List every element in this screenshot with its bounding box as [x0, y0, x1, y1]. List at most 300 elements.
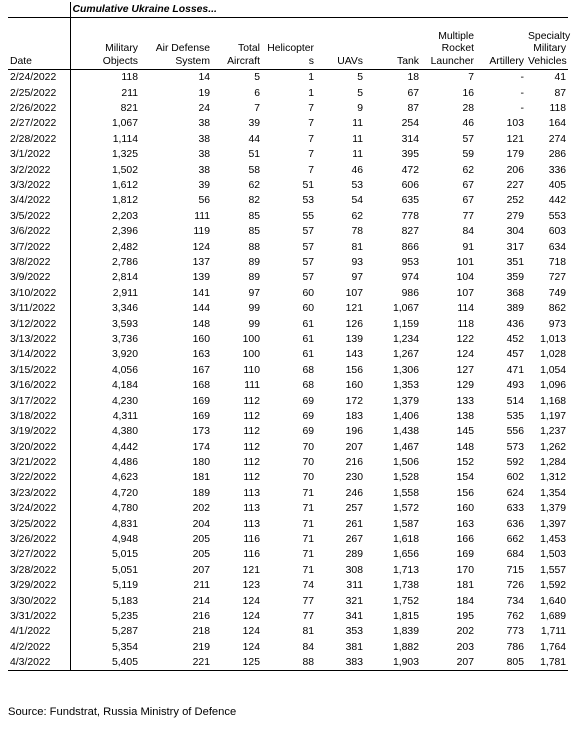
- value-cell: 124: [456, 349, 474, 361]
- value-cell: 726: [506, 580, 524, 592]
- value-cell: 205: [192, 549, 210, 561]
- table-row: [8, 363, 568, 378]
- column-header: Artillery: [476, 18, 526, 70]
- value-cell: 163: [456, 518, 474, 530]
- value-cell: 603: [548, 226, 567, 238]
- value-cell: 164: [548, 118, 567, 130]
- value-cell: 93: [351, 256, 363, 268]
- value-cell: 202: [192, 503, 210, 515]
- value-cell: 1,528: [392, 472, 419, 484]
- value-cell: 778: [401, 210, 419, 222]
- value-cell: 493: [506, 380, 524, 392]
- table-row: [8, 86, 568, 101]
- value-cell: 24: [198, 103, 210, 115]
- date-cell: 3/23/2022: [8, 486, 70, 501]
- value-cell: 7: [308, 118, 314, 130]
- date-cell: 3/22/2022: [8, 470, 70, 485]
- value-cell: 112: [243, 410, 260, 422]
- value-cell: 257: [345, 503, 363, 515]
- value-cell: 1,354: [540, 487, 567, 499]
- value-cell: 821: [120, 103, 138, 115]
- table-row: [8, 624, 568, 639]
- value-cell: 1,592: [540, 580, 567, 592]
- value-cell: 118: [457, 318, 474, 330]
- value-cell: 1,353: [392, 380, 419, 392]
- value-cell: 734: [506, 595, 524, 607]
- column-header: Military Objects: [70, 18, 140, 70]
- value-cell: 1,587: [392, 518, 419, 530]
- value-cell: 97: [351, 272, 363, 284]
- value-cell: 317: [506, 241, 524, 253]
- losses-table-container: [8, 2, 571, 671]
- value-cell: 71: [302, 564, 314, 576]
- source-note: Source: Fundstrat, Russia Ministry of Defence: [8, 706, 237, 718]
- value-cell: 154: [456, 472, 474, 484]
- value-cell: 1,713: [392, 564, 419, 576]
- value-cell: 4,230: [111, 395, 138, 407]
- value-cell: 69: [302, 426, 314, 438]
- value-cell: 7: [468, 72, 474, 84]
- value-cell: 2,482: [111, 241, 138, 253]
- value-cell: 289: [345, 549, 363, 561]
- value-cell: 535: [506, 410, 524, 422]
- value-cell: 7: [308, 149, 314, 161]
- value-cell: 2,911: [112, 287, 138, 299]
- date-cell: 3/2/2022: [8, 163, 70, 178]
- value-cell: 383: [316, 655, 365, 671]
- column-header: UAVs: [316, 18, 365, 70]
- value-cell: 286: [548, 149, 567, 161]
- value-cell: 167: [192, 364, 210, 376]
- value-cell: 69: [302, 395, 314, 407]
- table-row: [8, 301, 568, 316]
- value-cell: 457: [506, 349, 524, 361]
- value-cell: 160: [345, 380, 363, 392]
- value-cell: 38: [198, 149, 210, 161]
- value-cell: 181: [456, 580, 474, 592]
- value-cell: 123: [242, 580, 260, 592]
- value-cell: 138: [456, 410, 474, 422]
- value-cell: 81: [351, 241, 363, 253]
- table-row: [8, 609, 568, 624]
- value-cell: 116: [243, 534, 260, 546]
- value-cell: 336: [548, 164, 567, 176]
- value-cell: 53: [351, 180, 363, 192]
- value-cell: 4,311: [112, 410, 138, 422]
- value-cell: 218: [192, 626, 210, 638]
- value-cell: 124: [242, 626, 260, 638]
- value-cell: 1,096: [540, 380, 567, 392]
- value-cell: 129: [456, 380, 474, 392]
- value-cell: 181: [192, 472, 210, 484]
- value-cell: 405: [548, 180, 567, 192]
- value-cell: 1,467: [392, 441, 419, 453]
- value-cell: 662: [506, 534, 524, 546]
- value-cell: 4,442: [111, 441, 138, 453]
- value-cell: 172: [345, 395, 363, 407]
- value-cell: 59: [462, 149, 474, 161]
- value-cell: 58: [248, 164, 260, 176]
- value-cell: 110: [243, 364, 260, 376]
- value-cell: 368: [506, 287, 524, 299]
- value-cell: 60: [302, 303, 314, 315]
- value-cell: 4,831: [111, 518, 138, 530]
- table-row: [8, 455, 568, 470]
- value-cell: 57: [302, 241, 314, 253]
- date-cell: 2/25/2022: [8, 86, 70, 101]
- value-cell: 169: [192, 395, 210, 407]
- value-cell: 206: [506, 164, 524, 176]
- value-cell: 1,114: [112, 133, 138, 145]
- value-cell: 81: [302, 626, 314, 638]
- value-cell: 111: [194, 210, 210, 222]
- value-cell: 762: [506, 610, 524, 622]
- value-cell: 160: [456, 503, 474, 515]
- value-cell: 214: [192, 595, 210, 607]
- value-cell: 553: [548, 210, 567, 222]
- value-cell: 1,054: [540, 364, 567, 376]
- value-cell: 38: [198, 133, 210, 145]
- column-header: Total Aircraft: [212, 18, 262, 70]
- value-cell: 41: [554, 72, 567, 84]
- value-cell: 953: [401, 256, 419, 268]
- value-cell: 773: [506, 626, 524, 638]
- date-cell: 3/14/2022: [8, 347, 70, 362]
- table-row: [8, 224, 568, 239]
- value-cell: 805: [476, 655, 526, 671]
- value-cell: 602: [506, 472, 524, 484]
- value-cell: 4,623: [111, 472, 138, 484]
- value-cell: 88: [248, 241, 260, 253]
- value-cell: 718: [548, 256, 567, 268]
- value-cell: 124: [242, 595, 260, 607]
- value-cell: 70: [302, 472, 314, 484]
- value-cell: 184: [456, 595, 474, 607]
- value-cell: 116: [243, 549, 260, 561]
- value-cell: 143: [345, 349, 363, 361]
- date-cell: 3/21/2022: [8, 455, 70, 470]
- value-cell: 156: [345, 364, 363, 376]
- table-row: [8, 163, 568, 178]
- value-cell: 684: [506, 549, 524, 561]
- value-cell: 1: [308, 72, 314, 84]
- value-cell: 6: [254, 87, 260, 99]
- value-cell: 87: [554, 87, 567, 99]
- value-cell: 46: [462, 118, 474, 130]
- value-cell: 635: [401, 195, 419, 207]
- value-cell: 71: [302, 534, 314, 546]
- date-cell: 3/13/2022: [8, 332, 70, 347]
- value-cell: 1,267: [392, 349, 419, 361]
- value-cell: 5: [357, 87, 363, 99]
- date-cell: 3/31/2022: [8, 609, 70, 624]
- value-cell: 39: [198, 180, 210, 192]
- value-cell: -: [520, 87, 524, 99]
- value-cell: 1,815: [392, 610, 419, 622]
- value-cell: 341: [345, 610, 363, 622]
- column-header: Helicopter s: [262, 18, 316, 70]
- value-cell: 1,711: [540, 626, 567, 638]
- date-cell: 2/27/2022: [8, 116, 70, 131]
- value-cell: 67: [462, 180, 474, 192]
- value-cell: 1,325: [111, 149, 138, 161]
- value-cell: 14: [198, 72, 210, 84]
- value-cell: 100: [242, 333, 260, 345]
- value-cell: 46: [351, 164, 363, 176]
- value-cell: 5,287: [111, 626, 138, 638]
- value-cell: 2,203: [111, 210, 138, 222]
- value-cell: 69: [302, 410, 314, 422]
- date-cell: 3/15/2022: [8, 363, 70, 378]
- value-cell: 62: [351, 210, 363, 222]
- value-cell: 91: [462, 241, 474, 253]
- value-cell: 573: [506, 441, 524, 453]
- value-cell: 5,354: [111, 641, 138, 653]
- value-cell: 252: [506, 195, 524, 207]
- value-cell: 114: [457, 303, 474, 315]
- value-cell: 514: [506, 395, 524, 407]
- date-cell: 3/29/2022: [8, 578, 70, 593]
- value-cell: 103: [506, 118, 524, 130]
- value-cell: 636: [506, 518, 524, 530]
- value-cell: 125: [212, 655, 262, 671]
- value-cell: 5,405: [70, 655, 140, 671]
- value-cell: 173: [192, 426, 210, 438]
- value-cell: 148: [456, 441, 474, 453]
- date-cell: 3/24/2022: [8, 501, 70, 516]
- value-cell: 82: [248, 195, 260, 207]
- value-cell: 4,486: [111, 457, 138, 469]
- value-cell: 202: [456, 626, 474, 638]
- table-row: [8, 70, 568, 86]
- value-cell: 38: [198, 118, 210, 130]
- value-cell: 38: [198, 164, 210, 176]
- value-cell: 99: [248, 303, 260, 315]
- value-cell: 56: [198, 195, 210, 207]
- value-cell: 207: [345, 441, 363, 453]
- value-cell: 827: [401, 226, 419, 238]
- value-cell: 727: [548, 272, 567, 284]
- value-cell: 204: [192, 518, 210, 530]
- date-cell: 3/12/2022: [8, 316, 70, 331]
- value-cell: 61: [302, 318, 314, 330]
- table-row: [8, 316, 568, 331]
- value-cell: 60: [302, 287, 314, 299]
- value-cell: 124: [242, 641, 260, 653]
- value-cell: 1,752: [392, 595, 419, 607]
- value-cell: 112: [243, 457, 260, 469]
- value-cell: 183: [345, 410, 363, 422]
- column-header-date: Date: [8, 18, 70, 70]
- value-cell: 1,738: [392, 580, 419, 592]
- date-cell: 3/11/2022: [8, 301, 70, 316]
- value-cell: 381: [345, 641, 363, 653]
- value-cell: 3,736: [111, 333, 138, 345]
- value-cell: 211: [121, 87, 138, 99]
- value-cell: 1,882: [392, 641, 419, 653]
- value-cell: 127: [456, 364, 474, 376]
- value-cell: 3,920: [111, 349, 138, 361]
- value-cell: 321: [345, 595, 363, 607]
- value-cell: 1,379: [392, 395, 419, 407]
- value-cell: 11: [352, 149, 363, 161]
- value-cell: 9: [357, 103, 363, 115]
- date-cell: 3/30/2022: [8, 593, 70, 608]
- value-cell: 203: [456, 641, 474, 653]
- table-row: [8, 440, 568, 455]
- value-cell: 1,557: [540, 564, 567, 576]
- value-cell: 112: [243, 441, 260, 453]
- value-cell: 4,184: [111, 380, 138, 392]
- value-cell: 11: [352, 133, 363, 145]
- date-cell: 3/5/2022: [8, 209, 70, 224]
- title-spacer: [8, 2, 70, 18]
- value-cell: 122: [456, 333, 474, 345]
- value-cell: 1,618: [392, 534, 419, 546]
- table-row: [8, 378, 568, 393]
- value-cell: 452: [506, 333, 524, 345]
- value-cell: 221: [140, 655, 212, 671]
- value-cell: 471: [506, 364, 524, 376]
- value-cell: 145: [456, 426, 474, 438]
- value-cell: 67: [407, 87, 419, 99]
- value-cell: 624: [506, 487, 524, 499]
- value-cell: 973: [548, 318, 567, 330]
- date-cell: 3/27/2022: [8, 547, 70, 562]
- value-cell: 4,720: [111, 487, 138, 499]
- column-header: Specialty Military Vehicles: [526, 18, 568, 70]
- value-cell: 207: [192, 564, 210, 576]
- value-cell: 71: [302, 503, 314, 515]
- table-row: [8, 532, 568, 547]
- date-cell: 3/18/2022: [8, 409, 70, 424]
- value-cell: 113: [243, 503, 260, 515]
- table-row: [8, 101, 568, 116]
- value-cell: 1,234: [392, 333, 419, 345]
- value-cell: 5: [254, 72, 260, 84]
- value-cell: 351: [506, 256, 524, 268]
- value-cell: 395: [401, 149, 419, 161]
- value-cell: 606: [401, 180, 419, 192]
- value-cell: 1,640: [540, 595, 567, 607]
- value-cell: 7: [308, 133, 314, 145]
- value-cell: 5: [357, 72, 363, 84]
- value-cell: 121: [506, 133, 524, 145]
- value-cell: 1,656: [392, 549, 419, 561]
- value-cell: 4,948: [111, 534, 138, 546]
- value-cell: 862: [548, 303, 567, 315]
- table-row: [8, 470, 568, 485]
- table-row: [8, 501, 568, 516]
- value-cell: 304: [506, 226, 524, 238]
- date-cell: 3/1/2022: [8, 147, 70, 162]
- table-row: [8, 393, 568, 408]
- value-cell: 1,572: [392, 503, 419, 515]
- value-cell: 174: [192, 441, 210, 453]
- value-cell: 1,781: [526, 655, 568, 671]
- value-cell: 216: [345, 457, 363, 469]
- value-cell: 986: [401, 287, 419, 299]
- value-cell: 267: [345, 534, 363, 546]
- value-cell: 57: [302, 226, 314, 238]
- value-cell: 5,235: [111, 610, 138, 622]
- column-header: Tank: [365, 18, 421, 70]
- value-cell: 230: [345, 472, 363, 484]
- value-cell: 1,262: [540, 441, 567, 453]
- value-cell: 71: [302, 549, 314, 561]
- value-cell: 107: [456, 287, 474, 299]
- value-cell: 84: [462, 226, 474, 238]
- value-cell: 104: [456, 272, 474, 284]
- value-cell: 442: [548, 195, 567, 207]
- value-cell: 4,780: [111, 503, 138, 515]
- value-cell: 1,159: [392, 318, 419, 330]
- value-cell: 141: [192, 287, 210, 299]
- value-cell: 353: [345, 626, 363, 638]
- table-row: [8, 209, 568, 224]
- date-cell: 2/24/2022: [8, 70, 70, 86]
- value-cell: 19: [198, 87, 210, 99]
- value-cell: 1,028: [540, 349, 567, 361]
- value-cell: 118: [121, 72, 138, 84]
- value-cell: 97: [248, 287, 260, 299]
- value-cell: 4,056: [111, 364, 138, 376]
- value-cell: -: [520, 72, 524, 84]
- value-cell: 121: [345, 303, 363, 315]
- value-cell: 1,453: [540, 534, 567, 546]
- value-cell: 179: [506, 149, 524, 161]
- value-cell: 633: [506, 503, 524, 515]
- value-cell: 99: [248, 318, 260, 330]
- value-cell: 89: [248, 256, 260, 268]
- value-cell: 68: [302, 364, 314, 376]
- value-cell: 1,903: [365, 655, 421, 671]
- value-cell: 62: [248, 180, 260, 192]
- value-cell: 5,051: [111, 564, 138, 576]
- value-cell: 1,397: [540, 518, 567, 530]
- value-cell: 88: [262, 655, 316, 671]
- value-cell: 254: [401, 118, 419, 130]
- value-cell: 77: [462, 210, 474, 222]
- date-cell: 3/19/2022: [8, 424, 70, 439]
- value-cell: 160: [192, 333, 210, 345]
- value-cell: 1,438: [392, 426, 419, 438]
- table-row: [8, 270, 568, 285]
- date-cell: 3/3/2022: [8, 178, 70, 193]
- value-cell: 2,396: [111, 226, 138, 238]
- value-cell: 7: [308, 164, 314, 176]
- value-cell: 2,786: [111, 256, 138, 268]
- value-cell: 121: [242, 564, 260, 576]
- date-cell: 3/16/2022: [8, 378, 70, 393]
- value-cell: 1,013: [540, 333, 567, 345]
- value-cell: 1,306: [392, 364, 419, 376]
- value-cell: 53: [302, 195, 314, 207]
- date-cell: 3/17/2022: [8, 393, 70, 408]
- value-cell: 7: [308, 103, 314, 115]
- table-row: [8, 147, 568, 162]
- value-cell: 57: [302, 256, 314, 268]
- value-cell: 61: [302, 349, 314, 361]
- table-row: [8, 563, 568, 578]
- value-cell: 11: [352, 118, 363, 130]
- value-cell: 70: [302, 457, 314, 469]
- value-cell: 5,015: [111, 549, 138, 561]
- value-cell: 5,119: [112, 580, 138, 592]
- table-row: [8, 409, 568, 424]
- value-cell: 207: [421, 655, 476, 671]
- table-row: [8, 286, 568, 301]
